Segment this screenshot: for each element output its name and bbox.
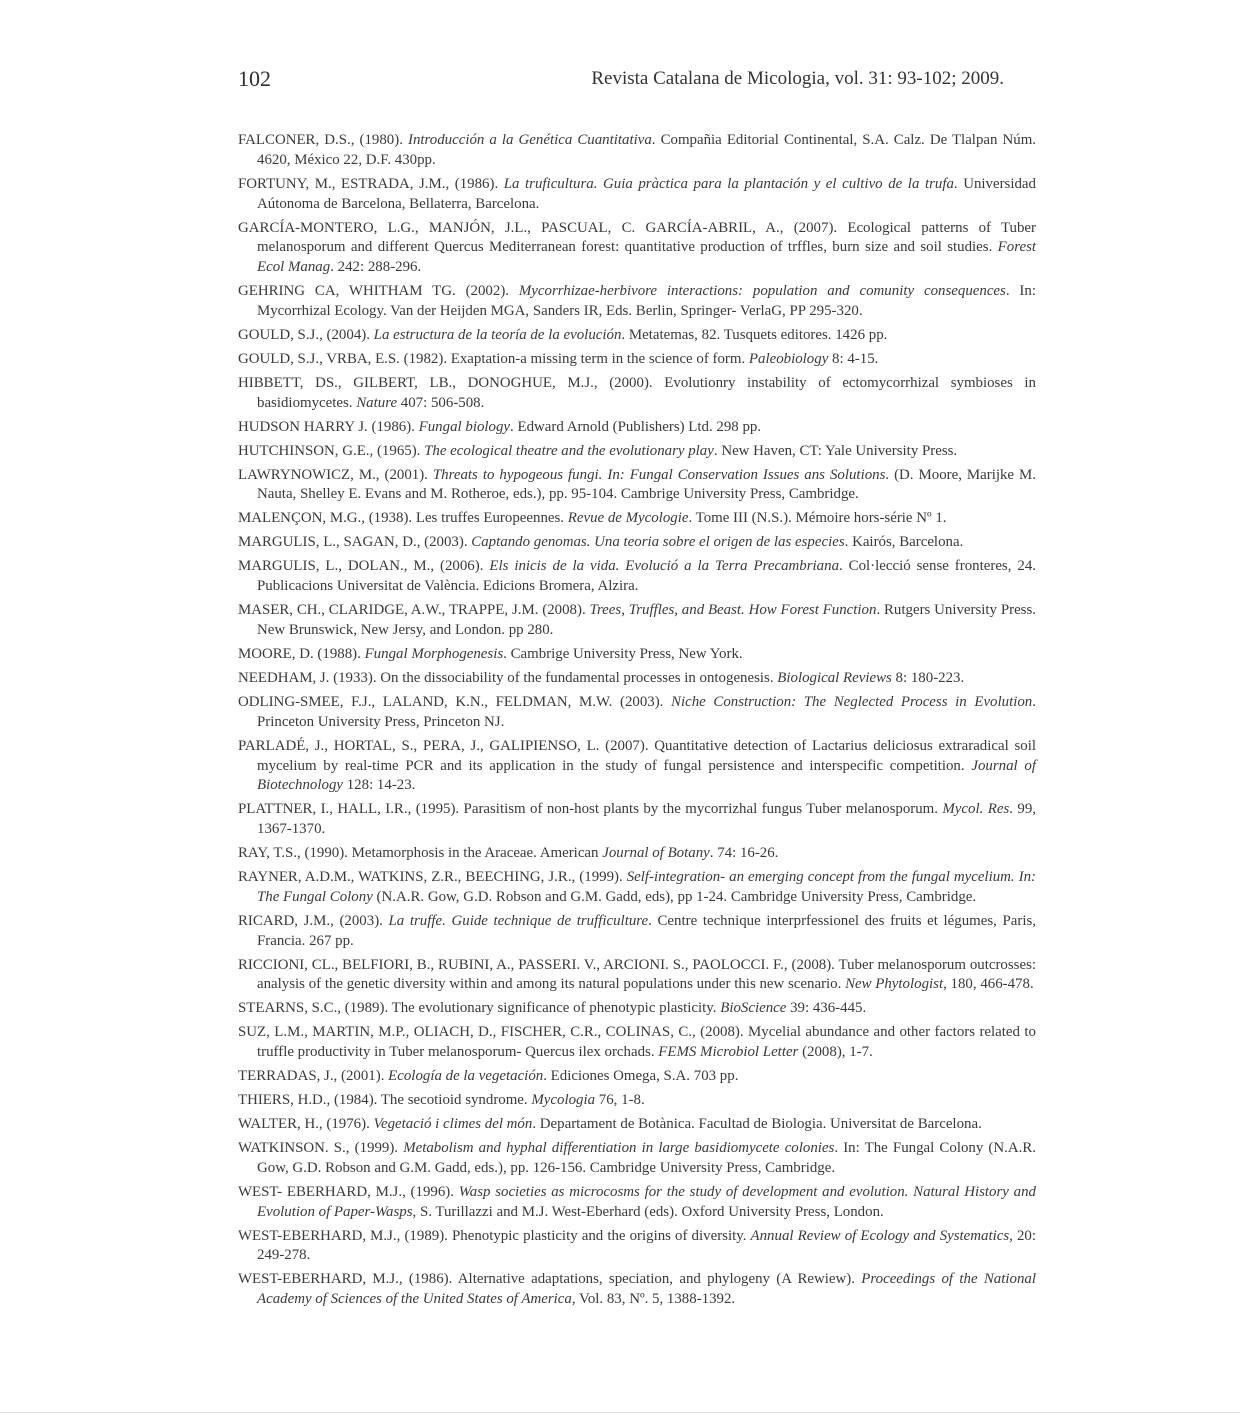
reference-text: 76, 1-8. — [595, 1092, 645, 1109]
reference-title-italic: La estructura de la teoría de la evolución — [373, 326, 622, 343]
reference-text: (N.A.R. Gow, G.D. Robson and G.M. Gadd, eds), pp 1-24. Cambridge University Press, Cambridge. — [372, 888, 977, 905]
running-head: Revista Catalana de Micologia, vol. 31: 93-102; 2009. — [591, 68, 1004, 89]
reference-entry — [238, 374, 1036, 414]
reference-text: THIERS, H.D., (1984). The secotioid syndrome. — [238, 1092, 532, 1109]
reference-text: 8: 180-223. — [891, 669, 965, 686]
reference-text: FALCONER, D.S., (1980). — [238, 132, 408, 148]
reference-text: STEARNS, S.C., (1989). The evolutionary significance of phenotypic plasticity. — [238, 1000, 721, 1017]
reference-entry — [238, 1183, 1036, 1223]
reference-text: RAYNER, A.D.M., WATKINS, Z.R., BEECHING, J.R., (1999). — [238, 869, 627, 886]
reference-text: WEST-EBERHARD, M.J., (1986). Alternative adaptations, speciation, and phylogeny (A Rewiew). — [238, 1271, 862, 1288]
reference-text: . 74: 16-26. — [709, 845, 779, 862]
reference-text: . In: The Fungal Colony (N.A.R. Gow, G.D. Robson and G.M. Gadd, eds.), pp. 126-156. Cambridge University Press, Cambridge. — [257, 1140, 1037, 1176]
reference-title-italic: FEMS Microbiol Letter — [658, 1044, 799, 1061]
reference-text: , Vol. 83, Nº. 5, 1388-1392. — [571, 1291, 736, 1308]
reference-text: MALENÇON, M.G., (1938). Les truffes Europeennes. — [238, 510, 568, 527]
reference-title-italic: Self-integration- an emerging concept from the fungal mycelium. In: The Fungal Colony — [257, 869, 1036, 905]
reference-entry — [238, 844, 1036, 864]
reference-text: NEEDHAM, J. (1933). On the dissociability of the fundamental processes in ontogenesis. — [238, 669, 778, 686]
reference-text: FORTUNY, M., ESTRADA, J.M., (1986). — [238, 175, 504, 192]
reference-text: 407: 506-508. — [397, 394, 485, 411]
reference-text: MARGULIS, L., SAGAN, D., (2003). — [238, 534, 472, 551]
reference-text: . Cambrige University Press, New York. — [503, 645, 743, 662]
reference-entry — [238, 466, 1036, 506]
reference-text: . Metatemas, 82. Tusquets editores. 1426 pp. — [621, 326, 888, 343]
reference-text: (2008), 1-7. — [798, 1044, 873, 1061]
reference-title-italic: The ecological theatre and the evolutionary play — [424, 442, 714, 459]
reference-entry — [238, 1227, 1036, 1267]
reference-entry — [238, 1067, 1036, 1087]
reference-title-italic: Trees, Truffles, and Beast. How Forest Function — [589, 602, 877, 619]
reference-text: . 99, 1367-1370. — [257, 801, 1036, 838]
reference-text: WALTER, H., (1976). — [238, 1116, 374, 1133]
reference-title-italic: Vegetació i climes del món — [373, 1116, 533, 1133]
reference-entry — [238, 956, 1036, 996]
page-bottom-edge — [0, 1412, 1240, 1413]
reference-title-italic: Mycologia — [531, 1092, 596, 1109]
reference-title-italic: Nature — [356, 394, 398, 411]
reference-text: 128: 14-23. — [343, 777, 416, 794]
reference-text: GEHRING CA, WHITHAM TG. (2002). — [238, 283, 519, 300]
reference-title-italic: Journal of Botany — [602, 845, 710, 862]
reference-text: LAWRYNOWICZ, M., (2001). — [238, 466, 433, 483]
reference-text: . Col·lecció sense fronteres, 24. Publicacions Universitat de València. Edicions Bromera, Alzira. — [257, 558, 1036, 595]
reference-entry — [238, 1139, 1036, 1179]
reference-text: HUDSON HARRY J. (1986). — [238, 418, 419, 435]
reference-entry — [238, 693, 1036, 733]
reference-text: RICARD, J.M., (2003). — [238, 912, 389, 929]
reference-text: WEST-EBERHARD, M.J., (1989). Phenotypic plasticity and the origins of diversity. — [238, 1227, 751, 1244]
reference-text: ODLING-SMEE, F.J., LALAND, K.N., FELDMAN, M.W. (2003). — [238, 693, 672, 710]
reference-entry — [238, 282, 1036, 322]
reference-text: , S. Turillazzi and M.J. West-Eberhard (eds). Oxford University Press, London. — [412, 1203, 884, 1220]
reference-text: MASER, CH., CLARIDGE, A.W., TRAPPE, J.M. (2008). — [238, 602, 590, 619]
reference-text: PARLADÉ, J., HORTAL, S., PERA, J., GALIPIENSO, L. (2007). Quantitative detection of Lactarius deliciosus extraradical soil mycelium by real-time PCR and its application in the study of fungal persistence and interspecific competition. — [238, 737, 1036, 774]
reference-title-italic: Journal of Biotechnology — [257, 757, 1036, 794]
reference-entry — [238, 800, 1036, 840]
reference-text: TERRADAS, J., (2001). — [238, 1068, 389, 1085]
reference-text: . Edward Arnold (Publishers) Ltd. 298 pp. — [510, 418, 762, 435]
reference-list — [238, 131, 1036, 1314]
reference-text: WEST- EBERHARD, M.J., (1996). — [238, 1183, 459, 1200]
reference-title-italic: Wasp societies as microcosms for the study of development and evolution. Natural History and Evolution of Paper-Wasps — [257, 1183, 1036, 1220]
reference-title-italic: Annual Review of Ecology and Systematics — [750, 1227, 1010, 1244]
reference-title-italic: La truficultura. Guia pràctica para la plantación y el cultivo de la trufa — [503, 175, 954, 192]
reference-title-italic: Ecología de la vegetación — [388, 1068, 544, 1085]
reference-title-italic: Els inicis de la vida. Evolució a la Terra Precambriana — [489, 558, 840, 575]
reference-text: HUTCHINSON, G.E., (1965). — [238, 442, 425, 459]
reference-title-italic: Captando genomas. Una teoria sobre el origen de las especies — [471, 534, 845, 551]
reference-text: . (D. Moore, Marijke M. Nauta, Shelley E. Evans and M. Rotheroe, eds.), pp. 95-104. Cambrige University Press, Cambridge. — [257, 466, 1036, 503]
reference-entry — [238, 999, 1036, 1019]
reference-text: HIBBETT, DS., GILBERT, LB., DONOGHUE, M.J., (2000). Evolutionry instability of ectomycorrhizal symbioses in basidiomycetes. — [238, 374, 1036, 411]
reference-entry — [238, 645, 1036, 665]
reference-text: . Ediciones Omega, S.A. 703 pp. — [543, 1068, 739, 1085]
reference-text: 39: 436-445. — [786, 1000, 867, 1017]
reference-title-italic: Fungal Morphogenesis — [364, 645, 504, 662]
reference-entry — [238, 601, 1036, 641]
reference-title-italic: Introducción a la Genética Cuantitativa — [408, 132, 652, 148]
reference-title-italic: Forest Ecol Manag — [257, 239, 1036, 276]
reference-text: MOORE, D. (1988). — [238, 645, 365, 662]
reference-text: WATKINSON. S., (1999). — [238, 1140, 404, 1157]
reference-text: . New Haven, CT: Yale University Press. — [713, 442, 958, 459]
reference-text: 8: 4-15. — [828, 350, 879, 367]
reference-title-italic: Metabolism and hyphal differentiation in large basidiomycete colonies — [403, 1140, 835, 1157]
reference-text: . Kairós, Barcelona. — [844, 534, 964, 551]
reference-text: GOULD, S.J., (2004). — [238, 326, 374, 343]
reference-title-italic: Proceedings of the National Academy of Sciences of the United States of America — [257, 1271, 1036, 1308]
reference-title-italic: Revue de Mycologie — [567, 510, 689, 527]
reference-text: . Centre technique interprfessionel des fruits et légumes, Paris, Francia. 267 pp. — [257, 912, 1036, 949]
reference-text: PLATTNER, I., HALL, I.R., (1995). Parasitism of non-host plants by the mycorrizhal fungus Tuber melanosporum. — [238, 801, 943, 818]
reference-title-italic: Threats to hypogeous fungi. In: Fungal Conservation Issues ans Solutions — [432, 466, 886, 483]
reference-entry — [238, 418, 1036, 438]
reference-entry — [238, 175, 1036, 215]
reference-title-italic: Mycol. Res — [942, 801, 1010, 818]
reference-entry — [238, 442, 1036, 462]
reference-text: , 180, 466-478. — [943, 976, 1034, 993]
reference-entry — [238, 509, 1036, 529]
reference-text: . Princeton University Press, Princeton NJ. — [257, 693, 1036, 730]
reference-title-italic: Niche Construction: The Neglected Process in Evolution — [671, 693, 1033, 710]
reference-text: RICCIONI, CL., BELFIORI, B., RUBINI, A., PASSERI. V., ARCIONI. S., PAOLOCCI. F., (2008). Tuber melanosporum outcrosses: analysis of the genetic diversity within and among its natural populations under this new scenario. — [238, 956, 1036, 993]
reference-entry — [238, 1023, 1036, 1063]
reference-entry — [238, 131, 1036, 171]
reference-text: SUZ, L.M., MARTIN, M.P., OLIACH, D., FISCHER, C.R., COLINAS, C., (2008). Mycelial abundance and other factors related to truffle productivity in Tuber melanosporum- Quercus ilex orchads. — [238, 1024, 1036, 1061]
reference-title-italic: Biological Reviews — [777, 669, 892, 686]
reference-text: . Compañia Editorial Continental, S.A. Calz. De Tlalpan Núm. 4620, México 22, D.F. 430pp. — [257, 132, 1036, 168]
reference-text: . Rutgers University Press. New Brunswick, New Jersy, and London. pp 280. — [257, 602, 1036, 638]
reference-text: RAY, T.S., (1990). Metamorphosis in the Araceae. American — [238, 845, 603, 862]
reference-entry — [238, 1091, 1036, 1111]
reference-text: . 242: 288-296. — [330, 259, 422, 276]
reference-entry — [238, 737, 1036, 796]
reference-entry — [238, 533, 1036, 553]
reference-text: MARGULIS, L., DOLAN., M., (2006). — [238, 558, 490, 575]
reference-title-italic: Fungal biology — [418, 418, 511, 435]
reference-title-italic: New Phytologist — [845, 976, 944, 993]
reference-entry — [238, 326, 1036, 346]
reference-entry — [238, 868, 1036, 908]
reference-text: GOULD, S.J., VRBA, E.S. (1982). Exaptation-a missing term in the science of form. — [238, 350, 749, 367]
reference-entry — [238, 912, 1036, 952]
reference-text: . Tome III (N.S.). Mémoire hors-série Nº 1. — [688, 510, 947, 527]
reference-entry — [238, 1115, 1036, 1135]
reference-title-italic: Mycorrhizae-herbivore interactions: population and comunity consequences — [518, 283, 1006, 300]
reference-entry — [238, 350, 1036, 370]
reference-text: GARCÍA-MONTERO, L.G., MANJÓN, J.L., PASCUAL, C. GARCÍA-ABRIL, A., (2007). Ecological patterns of Tuber melanosporum and different Quercus Mediterranean forest: quantitative production of trffles, burn size and soil studies. — [238, 219, 1036, 256]
reference-text: . In: Mycorrhizal Ecology. Van der Heijden MGA, Sanders IR, Eds. Berlin, Springer- VerlaG, PP 295-320. — [257, 283, 1036, 319]
reference-entry — [238, 1270, 1036, 1310]
reference-entry — [238, 219, 1036, 278]
reference-entry — [238, 557, 1036, 597]
page-number: 102 — [238, 66, 271, 91]
reference-text: , 20: 249-278. — [257, 1227, 1036, 1264]
reference-title-italic: Paleobiology — [748, 350, 829, 367]
reference-text: . Universidad Aútonoma de Barcelona, Bellaterra, Barcelona. — [257, 175, 1036, 212]
reference-title-italic: BioScience — [720, 1000, 787, 1017]
reference-entry — [238, 669, 1036, 689]
reference-title-italic: La truffe. Guide technique de trufficulture — [388, 912, 649, 929]
reference-text: . Departament de Botànica. Facultad de Biologia. Universitat de Barcelona. — [532, 1116, 982, 1133]
